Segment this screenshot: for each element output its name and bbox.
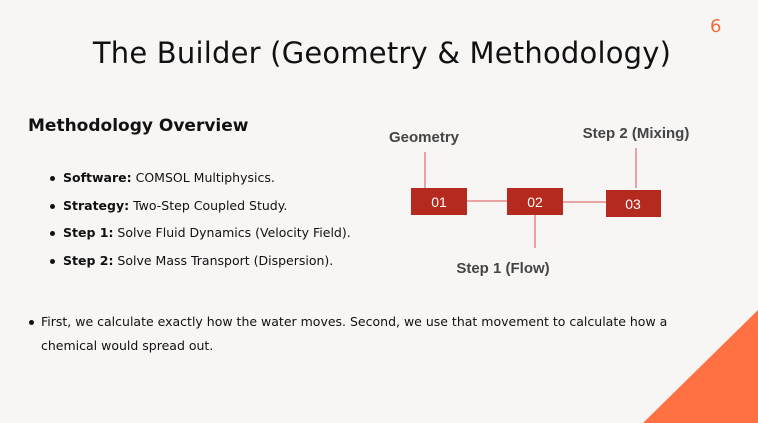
step-box-01-label: 01 <box>431 194 447 210</box>
bullet-label: Strategy: <box>63 197 130 213</box>
step-box-03-label: 03 <box>625 196 641 212</box>
bullet-text: COMSOL Multiphysics. <box>131 170 275 185</box>
geometry-label: Geometry <box>388 129 460 146</box>
slide-title: The Builder (Geometry & Methodology) <box>92 36 672 70</box>
bullet-text: Two-Step Coupled Study. <box>129 197 288 213</box>
bullet-text: Solve Mass Transport (Dispersion). <box>113 252 334 268</box>
step2-mixing-label: Step 2 (Mixing) <box>582 125 690 142</box>
bullet-text: Solve Fluid Dynamics (Velocity Field). <box>113 225 351 240</box>
bullet-label: Step 1: <box>63 225 114 240</box>
step1-flow-label: Step 1 (Flow) <box>456 260 550 277</box>
orange-triangle-shape <box>643 310 758 423</box>
section-heading: Methodology Overview <box>28 116 249 136</box>
page-number: 6 <box>710 16 722 37</box>
step-box-02-label: 02 <box>527 194 543 210</box>
summary-paragraph: First, we calculate exactly how the water moves. Second, we use that movement to calculate how a chemical would spread out. <box>28 310 681 358</box>
bullet-label: Step 2: <box>63 252 114 268</box>
bullet-label: Software: <box>63 170 132 185</box>
